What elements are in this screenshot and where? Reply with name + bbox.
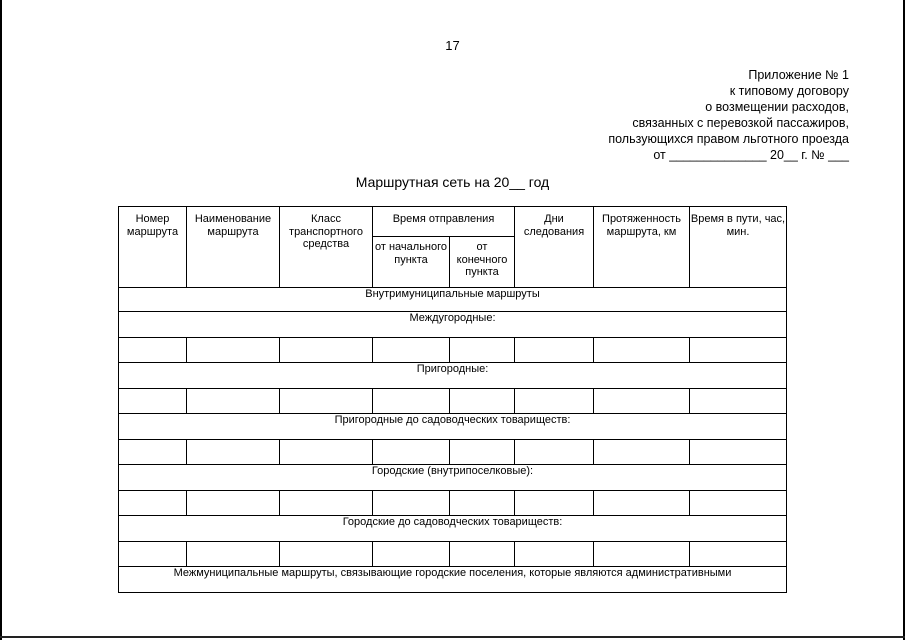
table-cell [119, 338, 187, 363]
header-row [119, 207, 787, 237]
section-row [119, 414, 787, 440]
table-cell [119, 491, 187, 516]
table-cell [515, 389, 594, 414]
table-cell [373, 542, 450, 567]
table-cell [450, 389, 515, 414]
table-cell [450, 491, 515, 516]
table-cell [515, 491, 594, 516]
table-cell [187, 542, 280, 567]
document-title: Маршрутная сеть на 20__ год [355, 174, 550, 190]
table-cell [690, 389, 787, 414]
appendix-line: Приложение № 1 [748, 68, 849, 82]
table-row [119, 338, 787, 363]
header-departure-time: Время отправления [373, 207, 515, 237]
section-intramunicipal: Внутримуниципальные маршруты [119, 288, 787, 312]
table-cell [280, 542, 373, 567]
section-row [119, 516, 787, 542]
table-cell [594, 491, 690, 516]
section-intermunicipal: Межмуниципальные маршруты, связывающие городские поселения, которые являются административными [119, 567, 787, 593]
table-row [119, 491, 787, 516]
table-cell [515, 542, 594, 567]
section-row [119, 465, 787, 491]
table-cell [690, 440, 787, 465]
section-urban: Городские (внутрипоселковые): [119, 465, 787, 491]
appendix-line: пользующихся правом льготного проезда [608, 132, 849, 146]
table-cell [373, 338, 450, 363]
table-cell [594, 389, 690, 414]
header-from-start: от начального пункта [373, 237, 450, 288]
table-cell [280, 440, 373, 465]
table-row [119, 389, 787, 414]
table-cell [373, 491, 450, 516]
table-cell [515, 338, 594, 363]
table-row [119, 542, 787, 567]
section-row [119, 288, 787, 312]
section-suburban-garden: Пригородные до садоводческих товариществ: [119, 414, 787, 440]
route-network-table [118, 206, 787, 593]
table-cell [280, 491, 373, 516]
appendix-date-line: от ______________ 20__ г. № ___ [653, 148, 849, 162]
table-cell [450, 542, 515, 567]
table-row [119, 440, 787, 465]
table-cell [187, 440, 280, 465]
table-cell [119, 389, 187, 414]
section-urban-garden: Городские до садоводческих товариществ: [119, 516, 787, 542]
page-number: 17 [445, 38, 460, 53]
appendix-line: к типовому договору [729, 84, 849, 98]
header-travel-time: Время в пути, час, мин. [690, 207, 787, 288]
section-row [119, 312, 787, 338]
table-cell [594, 440, 690, 465]
header-from-end: от конечного пункта [450, 237, 515, 288]
header-length: Протяженность маршрута, км [594, 207, 690, 288]
header-route-name: Наименование маршрута [187, 207, 280, 288]
table-cell [187, 338, 280, 363]
table-cell [515, 440, 594, 465]
appendix-line: связанных с перевозкой пассажиров, [632, 116, 849, 130]
table-cell [690, 542, 787, 567]
scan-edge-left [0, 0, 2, 640]
table-cell [594, 338, 690, 363]
table-cell [119, 542, 187, 567]
section-suburban: Пригородные: [119, 363, 787, 389]
table-cell [119, 440, 187, 465]
section-intercity: Междугородные: [119, 312, 787, 338]
header-route-number: Номер маршрута [119, 207, 187, 288]
scan-edge-bottom [0, 636, 905, 638]
appendix-header [608, 67, 849, 163]
table-cell [594, 542, 690, 567]
table-cell [373, 389, 450, 414]
section-row [119, 567, 787, 593]
table-cell [187, 491, 280, 516]
table-cell [690, 338, 787, 363]
table-cell [187, 389, 280, 414]
table-cell [690, 491, 787, 516]
header-days: Дни следования [515, 207, 594, 288]
table-cell [280, 389, 373, 414]
table-cell [280, 338, 373, 363]
table-cell [450, 338, 515, 363]
section-row [119, 363, 787, 389]
appendix-line: о возмещении расходов, [705, 100, 849, 114]
header-vehicle-class: Класс транспортного средства [280, 207, 373, 288]
table-cell [450, 440, 515, 465]
table-cell [373, 440, 450, 465]
